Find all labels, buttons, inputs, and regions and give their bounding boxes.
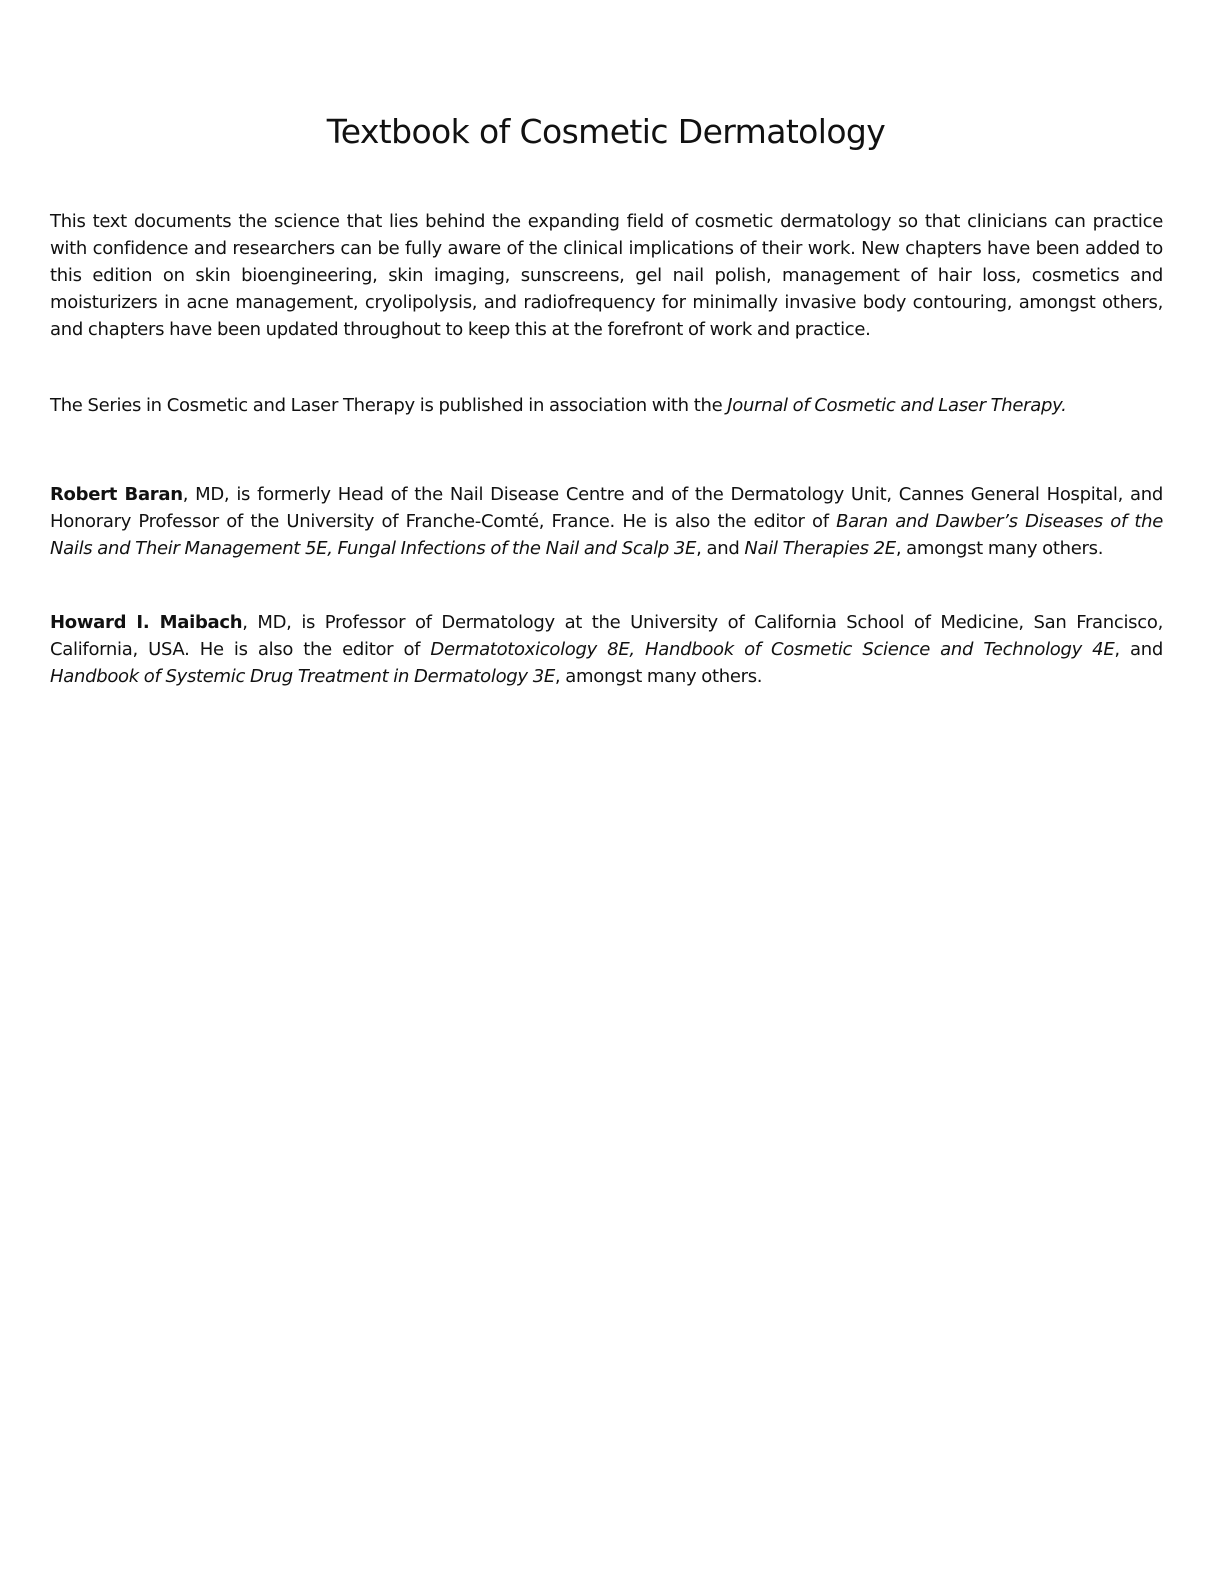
author-book: Nail Therapies 2E: [744, 538, 896, 559]
author-bio-end: , amongst many others.: [554, 666, 763, 687]
author-bio-end: , amongst many others.: [895, 538, 1104, 559]
series-note-text: The Series in Cosmetic and Laser Therapy is published in association with the: [50, 395, 728, 416]
author-books: Dermatotoxicology 8E, Handbook of Cosmetic Science and Technology 4E: [430, 639, 1115, 660]
series-note-paragraph: [50, 392, 1163, 419]
description-paragraph: This text documents the science that lies behind the expanding field of cosmetic dermatology so that clinicians can practice with confidence and researchers can be fully aware of the clinical implications of their work. New chapters have been added to this edition on skin bioengineering, skin imaging, sunscreens, gel nail polish, management of hair loss, cosmetics and moisturizers in acne management, cryolipolysis, and radiofrequency for minimally invasive body contouring, amongst others, and chapters have been updated throughout to keep this at the forefront of work and practice.: [50, 211, 1163, 340]
author-book: Handbook of Systemic Drug Treatment in Dermatology 3E: [50, 666, 555, 687]
author-bio-baran: [50, 481, 1163, 562]
author-bio-intro: , MD, is Professor of Dermatology at the University of California School of Medicine, San Francisco, California, USA. He is also the editor of: [50, 612, 1163, 660]
author-name: Robert Baran: [50, 484, 183, 505]
journal-title: Journal of Cosmetic and Laser Therapy.: [727, 395, 1067, 416]
author-bio-intro: , MD, is formerly Head of the Nail Disease Centre and of the Dermatology Unit, Cannes General Hospital, and Honorary Professor of the University of Franche-Comté, France. He is also the editor of: [50, 484, 1163, 532]
page-title: Textbook of Cosmetic Dermatology: [326, 112, 886, 151]
author-bio-maibach: [50, 609, 1163, 690]
author-books: Baran and Dawber’s Diseases of the Nails and Their Management 5E, Fungal Infections of the Nail and Scalp 3E: [50, 511, 1163, 559]
author-name: Howard I. Maibach: [50, 612, 243, 633]
author-bio-separator: , and: [696, 538, 745, 559]
author-bio-separator: , and: [1114, 639, 1163, 660]
